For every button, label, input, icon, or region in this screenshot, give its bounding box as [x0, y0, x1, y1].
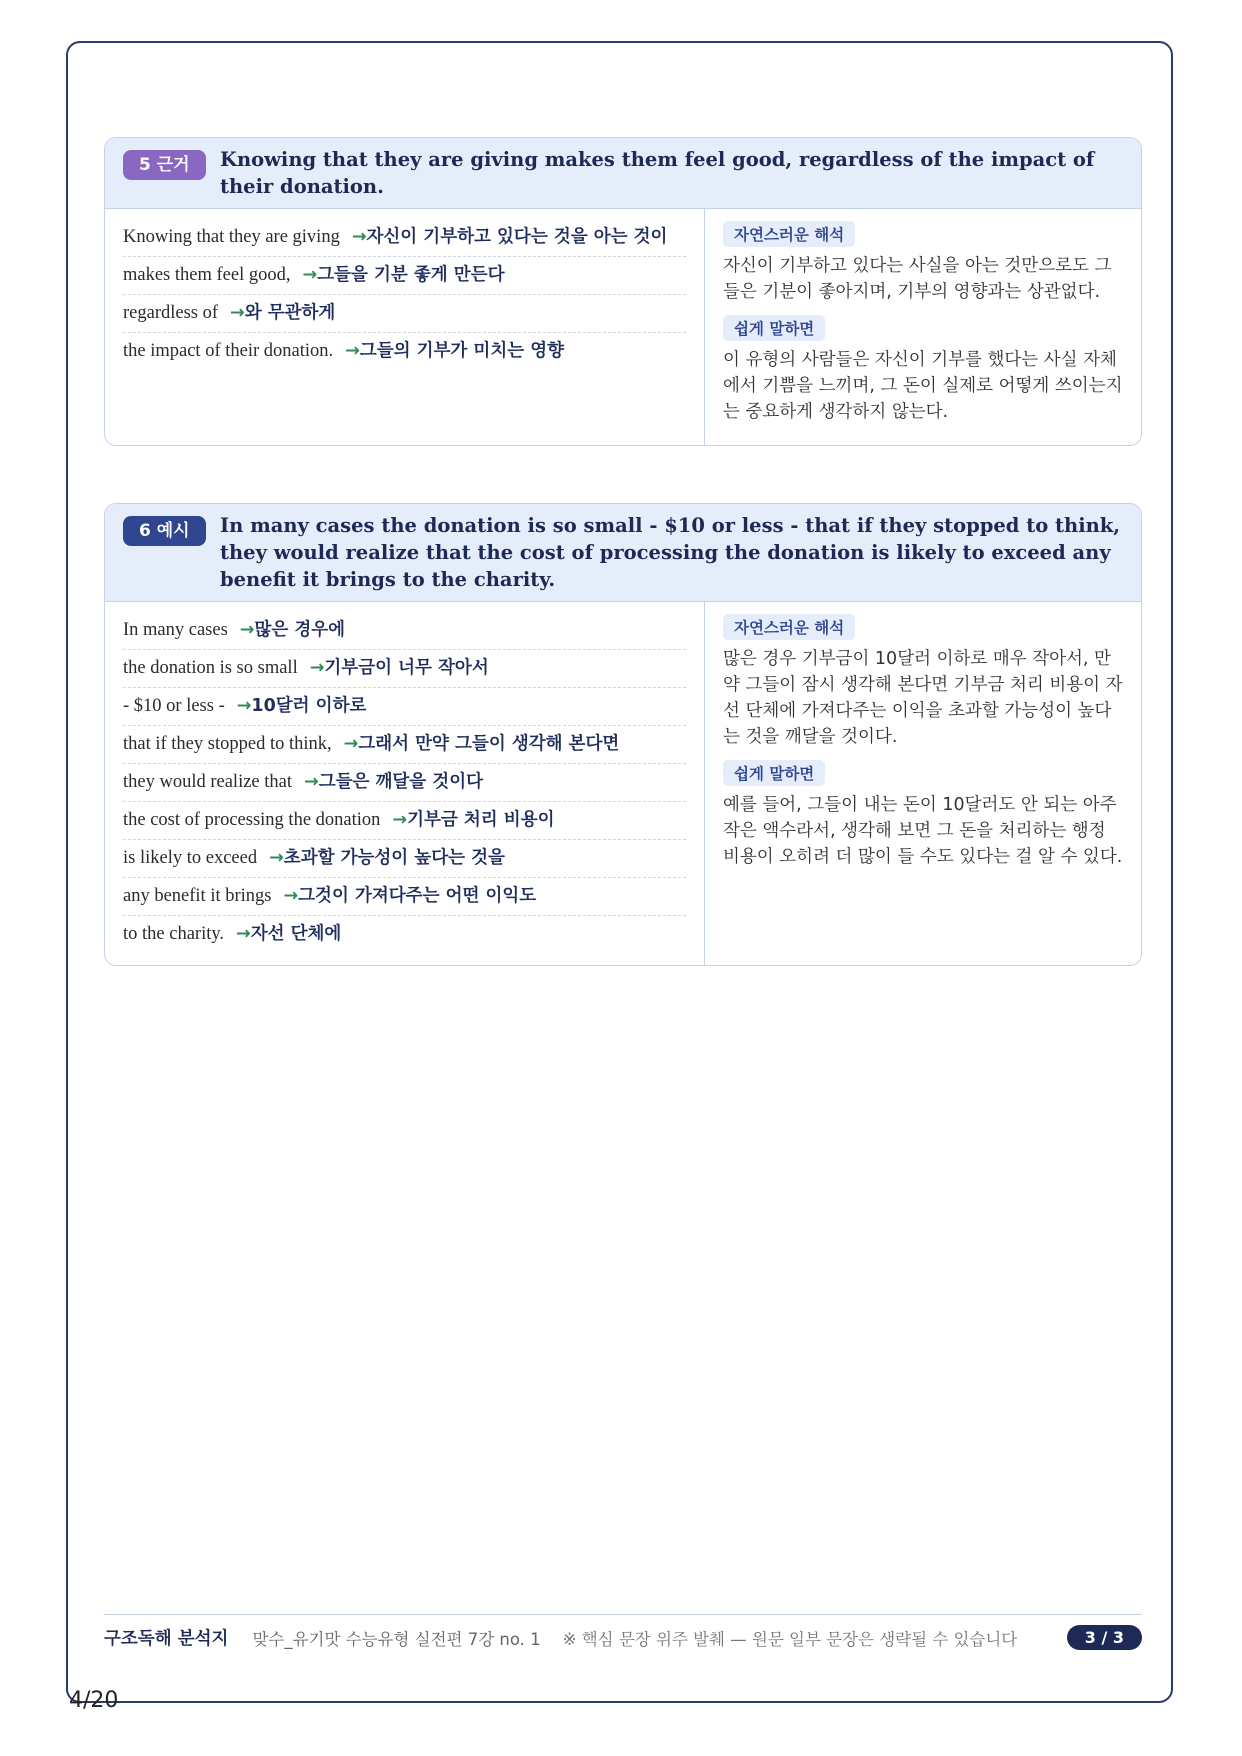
segment-english: the impact of their donation.: [123, 341, 334, 361]
segment-korean: 그들은 깨달을 것이다: [318, 772, 484, 792]
translation-panel: [705, 209, 1141, 445]
english-sentence: In many cases the donation is so small - $10 or less - that if they stopped to think, they would realize that the cost of processing the donation is likely to exceed any benefit it brings to the charity.: [220, 514, 1121, 591]
segment-english: Knowing that they are giving: [123, 227, 340, 247]
segment-korean: 그것이 가져다주는 어떤 이익도: [298, 886, 537, 906]
segment-row: [123, 802, 686, 840]
arrow-icon: →: [236, 924, 251, 944]
arrow-icon: →: [392, 810, 408, 830]
segment-english: they would realize that: [123, 772, 293, 792]
natural-translation-label: 자연스러운 해석: [723, 221, 855, 247]
arrow-icon: →: [304, 772, 319, 792]
arrow-icon: →: [309, 658, 325, 678]
segment-english: the donation is so small: [123, 658, 298, 678]
sentence-block-5: [104, 137, 1142, 446]
easy-explanation-text: 이 유형의 사람들은 자신이 기부를 했다는 사실 자체에서 기쁨을 느끼며, 그 돈이 실제로 어떻게 쓰이는지는 중요하게 생각하지 않는다.: [723, 350, 1123, 422]
segment-english: In many cases: [123, 620, 228, 640]
arrow-icon: →: [351, 227, 367, 247]
segment-list: [105, 209, 705, 445]
segment-row: [123, 878, 686, 916]
segment-row: [123, 916, 686, 953]
sentence-block-6: [104, 503, 1142, 966]
footer-subtitle: 맞수_유기맛 수능유형 실전편 7강 no. 1: [252, 1629, 541, 1649]
segment-row: [123, 333, 686, 370]
segment-row: [123, 257, 686, 295]
segment-english: makes them feel good,: [123, 265, 291, 285]
arrow-icon: →: [239, 620, 255, 640]
segment-row: [123, 840, 686, 878]
easy-explanation-label: 쉽게 말하면: [723, 760, 825, 786]
english-sentence: Knowing that they are giving makes them feel good, regardless of the impact of their donation.: [220, 148, 1095, 198]
page-indicator: 3 / 3: [1067, 1625, 1142, 1650]
block-header: [105, 504, 1141, 602]
segment-korean: 그들의 기부가 미치는 영향: [359, 341, 565, 361]
segment-korean: 10달러 이하로: [251, 696, 367, 716]
segment-english: is likely to exceed: [123, 848, 258, 868]
natural-translation-label: 자연스러운 해석: [723, 614, 855, 640]
easy-explanation-label: 쉽게 말하면: [723, 315, 825, 341]
segment-english: that if they stopped to think,: [123, 734, 332, 754]
arrow-icon: →: [345, 341, 360, 361]
arrow-icon: →: [236, 696, 252, 716]
segment-row: [123, 726, 686, 764]
viewer-page-counter: 4/20: [69, 1688, 119, 1713]
segment-korean: 초과할 가능성이 높다는 것을: [283, 848, 505, 868]
footer-note: ※ 핵심 문장 위주 발췌 — 원문 일부 문장은 생략될 수 있습니다: [562, 1629, 1018, 1649]
translation-panel: [705, 602, 1141, 965]
segment-korean: 기부금이 너무 작아서: [324, 658, 489, 678]
segment-row: [123, 612, 686, 650]
segment-korean: 그래서 만약 그들이 생각해 본다면: [358, 734, 620, 754]
segment-korean: 그들을 기분 좋게 만든다: [317, 265, 505, 285]
badge-evidence: 5 근거: [123, 150, 206, 180]
natural-translation-text: 자신이 기부하고 있다는 사실을 아는 것만으로도 그들은 기분이 좋아지며, 기부의 영향과는 상관없다.: [723, 256, 1112, 302]
segment-english: any benefit it brings: [123, 886, 272, 906]
arrow-icon: →: [269, 848, 284, 868]
arrow-icon: →: [230, 303, 245, 323]
segment-korean: 자선 단체에: [250, 924, 342, 944]
segment-row: [123, 295, 686, 333]
segment-english: the cost of processing the donation: [123, 810, 381, 830]
block-header: [105, 138, 1141, 209]
segment-row: [123, 764, 686, 802]
segment-row: [123, 219, 686, 257]
page-footer: [104, 1614, 1142, 1650]
segment-korean: 자신이 기부하고 있다는 것을 아는 것이: [366, 227, 668, 247]
segment-korean: 기부금 처리 비용이: [407, 810, 555, 830]
arrow-icon: →: [302, 265, 318, 285]
arrow-icon: →: [283, 886, 299, 906]
segment-row: [123, 650, 686, 688]
easy-explanation-text: 예를 들어, 그들이 내는 돈이 10달러도 안 되는 아주 작은 액수라서, 생각해 보면 그 돈을 처리하는 행정 비용이 오히려 더 많이 들 수도 있다는 걸 알 수 있다.: [723, 795, 1123, 867]
segment-korean: 많은 경우에: [254, 620, 346, 640]
footer-title: 구조독해 분석지: [104, 1629, 229, 1649]
segment-english: to the charity.: [123, 924, 225, 944]
segment-english: - $10 or less -: [123, 696, 225, 716]
arrow-icon: →: [343, 734, 359, 754]
segment-row: [123, 688, 686, 726]
segment-list: [105, 602, 705, 965]
segment-english: regardless of: [123, 303, 219, 323]
natural-translation-text: 많은 경우 기부금이 10달러 이하로 매우 작아서, 만약 그들이 잠시 생각해 본다면 기부금 처리 비용이 자선 단체에 가져다주는 이익을 초과할 가능성이 높다는 것을 깨달을 것이다.: [723, 649, 1123, 747]
badge-example: 6 예시: [123, 516, 206, 546]
segment-korean: 와 무관하게: [244, 303, 336, 323]
